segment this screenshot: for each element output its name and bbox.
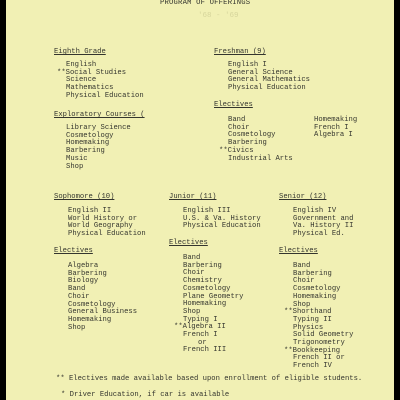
elective-item: Band bbox=[293, 262, 311, 270]
elective-item: Barbering bbox=[293, 269, 332, 278]
course-item: Va. History II bbox=[293, 222, 354, 231]
elective-item: Homemaking bbox=[68, 315, 112, 324]
course-item: Physical Education bbox=[183, 222, 261, 231]
freshman-electives-left-list bbox=[219, 116, 293, 163]
elective-item: Choir bbox=[293, 277, 315, 286]
course-item: Library Science bbox=[66, 124, 131, 132]
elective-item: French I bbox=[183, 331, 218, 340]
elective-item: Choir bbox=[228, 123, 250, 132]
elective-item: Plane Geometry bbox=[183, 292, 244, 301]
elective-item: **Shorthand bbox=[284, 308, 332, 317]
elective-item: Solid Geometry bbox=[293, 331, 354, 340]
elective-item: Typing I bbox=[183, 315, 218, 324]
senior-electives-heading: Electives bbox=[279, 247, 318, 255]
sophomore-course-list bbox=[68, 208, 146, 239]
eighth-grade-heading: Eighth Grade bbox=[54, 48, 106, 56]
freshman-heading: Freshman (9) bbox=[214, 48, 266, 56]
school-year: '68 - '69 bbox=[198, 12, 239, 20]
elective-item: Choir bbox=[183, 269, 205, 278]
sophomore-electives-list bbox=[68, 263, 137, 332]
sophomore-heading: Sophomore (10) bbox=[54, 193, 115, 201]
freshman-electives-right-list bbox=[314, 117, 357, 140]
elective-item: Band bbox=[183, 254, 201, 262]
elective-item: Algebra bbox=[68, 262, 99, 270]
elective-item: Homemaking bbox=[183, 300, 227, 309]
elective-item: or bbox=[198, 338, 207, 347]
senior-heading: Senior (12) bbox=[279, 193, 327, 201]
elective-item: Shop bbox=[68, 323, 86, 332]
course-item: English IV bbox=[293, 207, 337, 215]
exploratory-heading: Exploratory Courses ( bbox=[54, 111, 145, 119]
elective-item: French II or bbox=[293, 354, 345, 363]
elective-item: Choir bbox=[68, 292, 90, 301]
course-item: Barbering bbox=[66, 147, 105, 156]
elective-item: General Business bbox=[68, 308, 138, 317]
elective-item: Barbering bbox=[183, 261, 222, 270]
elective-item: Band bbox=[228, 116, 246, 124]
course-item: U.S. & Va. History bbox=[183, 214, 261, 223]
course-item: Government and bbox=[293, 214, 354, 223]
elective-item: Biology bbox=[68, 277, 99, 286]
elective-item: Cosmetology bbox=[68, 300, 116, 309]
elective-item: French IV bbox=[293, 362, 332, 371]
footnote-electives: ** Electives made available based upon enrollment of eligible students. bbox=[56, 375, 363, 383]
document-page bbox=[6, 0, 394, 400]
course-item: English II bbox=[68, 207, 112, 215]
course-item: World History or bbox=[68, 214, 138, 223]
freshman-course-list bbox=[228, 62, 310, 93]
course-item: Physical Education bbox=[66, 91, 144, 100]
junior-course-list bbox=[183, 208, 261, 231]
senior-electives-list bbox=[284, 262, 354, 371]
elective-item: Band bbox=[68, 285, 86, 294]
elective-item: Shop bbox=[293, 300, 311, 309]
elective-item: Cosmetology bbox=[228, 131, 276, 140]
elective-item: Chemistry bbox=[183, 277, 222, 286]
elective-item: Algebra I bbox=[314, 131, 353, 140]
elective-item: Industrial Arts bbox=[228, 154, 293, 163]
course-item: Science bbox=[66, 76, 97, 85]
course-item: General Science bbox=[228, 68, 293, 77]
course-item: English I bbox=[228, 61, 267, 69]
elective-item: Typing II bbox=[293, 315, 332, 324]
elective-item: **Bookkeeping bbox=[284, 346, 341, 355]
elective-item: Trigonometry bbox=[293, 339, 345, 348]
elective-item: Shop bbox=[183, 307, 201, 316]
elective-item: French I bbox=[314, 123, 349, 132]
freshman-electives-heading: Electives bbox=[214, 101, 253, 109]
junior-electives-heading: Electives bbox=[169, 239, 208, 247]
elective-item: Cosmetology bbox=[183, 284, 231, 293]
elective-item: **Civics bbox=[219, 146, 254, 155]
elective-item: Barbering bbox=[228, 139, 267, 148]
footnote-driver-education: * Driver Education, if car is available bbox=[61, 391, 230, 399]
course-item: English bbox=[66, 61, 97, 69]
course-item: **Social Studies bbox=[57, 68, 127, 77]
course-item: World Geography bbox=[68, 222, 133, 231]
elective-item: Homemaking bbox=[293, 292, 337, 301]
elective-item: Cosmetology bbox=[293, 285, 341, 294]
elective-item: **Algebra II bbox=[174, 323, 226, 332]
course-item: Physical Education bbox=[228, 84, 306, 93]
page-title: PROGRAM OF OFFERINGS bbox=[160, 0, 251, 7]
course-item: English III bbox=[183, 207, 231, 215]
senior-course-list bbox=[293, 208, 353, 239]
junior-electives-list bbox=[174, 254, 244, 355]
elective-item: Barbering bbox=[68, 269, 107, 278]
course-item: Music bbox=[66, 154, 88, 163]
course-item: Homemaking bbox=[66, 139, 110, 148]
course-item: General Mathematics bbox=[228, 76, 310, 85]
course-item: Shop bbox=[66, 162, 84, 171]
eighth-grade-course-list bbox=[57, 61, 144, 101]
elective-item: Physics bbox=[293, 323, 324, 332]
sophomore-electives-heading: Electives bbox=[54, 247, 93, 255]
course-item: Physical Ed. bbox=[293, 230, 345, 239]
elective-item: Homemaking bbox=[314, 116, 358, 124]
elective-item: French III bbox=[183, 346, 227, 355]
course-item: Cosmetology bbox=[66, 131, 114, 140]
course-item: Physical Education bbox=[68, 230, 146, 239]
exploratory-course-list bbox=[66, 125, 131, 171]
junior-heading: Junior (11) bbox=[169, 193, 217, 201]
course-item: Mathematics bbox=[66, 84, 114, 93]
